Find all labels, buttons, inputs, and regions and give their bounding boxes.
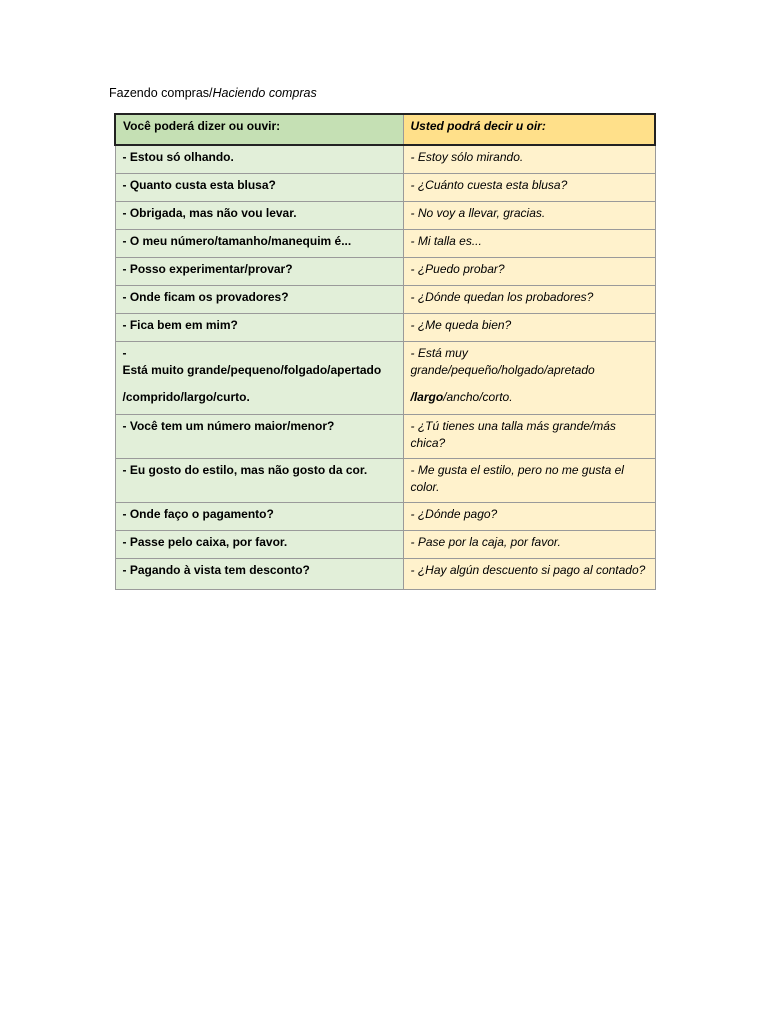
phrase-spanish: - ¿Hay algún descuento si pago al contado?	[403, 558, 655, 589]
table-header-row	[115, 114, 655, 145]
phrase-portuguese: - Onde ficam os provadores?	[115, 285, 403, 313]
header-spanish: Usted podrá decir u oir:	[403, 114, 655, 145]
table-row	[115, 530, 655, 558]
phrase-spanish: - No voy a llevar, gracias.	[403, 201, 655, 229]
phrase-table	[114, 113, 656, 590]
phrase-portuguese-line: Está muito grande/pequeno/folgado/apertado	[122, 362, 382, 377]
phrase-portuguese: - Eu gosto do estilo, mas não gosto da cor.	[115, 458, 403, 502]
phrase-spanish: - ¿Me queda bien?	[403, 313, 655, 341]
phrase-spanish: - Pase por la caja, por favor.	[403, 530, 655, 558]
phrase-portuguese: - Onde faço o pagamento?	[115, 502, 403, 530]
phrase-portuguese-line: -	[122, 345, 127, 360]
phrase-spanish-line	[411, 389, 648, 406]
page-title-portuguese: Fazendo compras/	[109, 86, 213, 100]
phrase-spanish: - ¿Dónde pago?	[403, 502, 655, 530]
phrase-spanish: - Estoy sólo mirando.	[403, 145, 655, 173]
phrase-portuguese: - O meu número/tamanho/manequim é...	[115, 229, 403, 257]
phrase-portuguese-line: /comprido/largo/curto.	[122, 389, 250, 404]
header-portuguese: Você poderá dizer ou ouvir:	[115, 114, 403, 145]
table-row	[115, 229, 655, 257]
phrase-spanish: - ¿Puedo probar?	[403, 257, 655, 285]
table-row	[115, 201, 655, 229]
table-row	[115, 313, 655, 341]
phrase-portuguese: - Pagando à vista tem desconto?	[115, 558, 403, 589]
phrase-spanish-bold: /largo	[410, 389, 444, 404]
phrase-spanish: - ¿Dónde quedan los probadores?	[403, 285, 655, 313]
phrase-portuguese: - Quanto custa esta blusa?	[115, 173, 403, 201]
phrase-portuguese: - Posso experimentar/provar?	[115, 257, 403, 285]
table-row	[115, 341, 655, 414]
phrase-spanish-rest: /ancho/corto.	[443, 389, 513, 404]
phrase-portuguese: - Estou só olhando.	[115, 145, 403, 173]
phrase-spanish-line: - Está muy	[410, 345, 468, 360]
table-row	[115, 502, 655, 530]
page-title-spanish: Haciendo compras	[212, 86, 317, 100]
phrase-spanish: - Mi talla es...	[403, 229, 655, 257]
table-row	[115, 173, 655, 201]
table-row	[115, 558, 655, 589]
phrase-portuguese: - Você tem um número maior/menor?	[115, 414, 403, 458]
phrase-spanish	[403, 341, 655, 414]
phrase-portuguese: - Obrigada, mas não vou levar.	[115, 201, 403, 229]
table-row	[115, 145, 655, 173]
phrase-spanish: - Me gusta el estilo, pero no me gusta el color.	[403, 458, 655, 502]
phrase-spanish: - ¿Cuánto cuesta esta blusa?	[403, 173, 655, 201]
table-row	[115, 458, 655, 502]
phrase-portuguese: - Fica bem em mim?	[115, 313, 403, 341]
phrase-portuguese	[115, 341, 403, 414]
phrase-spanish-line: grande/pequeño/holgado/apretado	[410, 362, 595, 377]
page-title	[109, 86, 317, 100]
table-row	[115, 257, 655, 285]
phrase-portuguese: - Passe pelo caixa, por favor.	[115, 530, 403, 558]
phrase-spanish: - ¿Tú tienes una talla más grande/más chica?	[403, 414, 655, 458]
table-row	[115, 285, 655, 313]
table-row	[115, 414, 655, 458]
